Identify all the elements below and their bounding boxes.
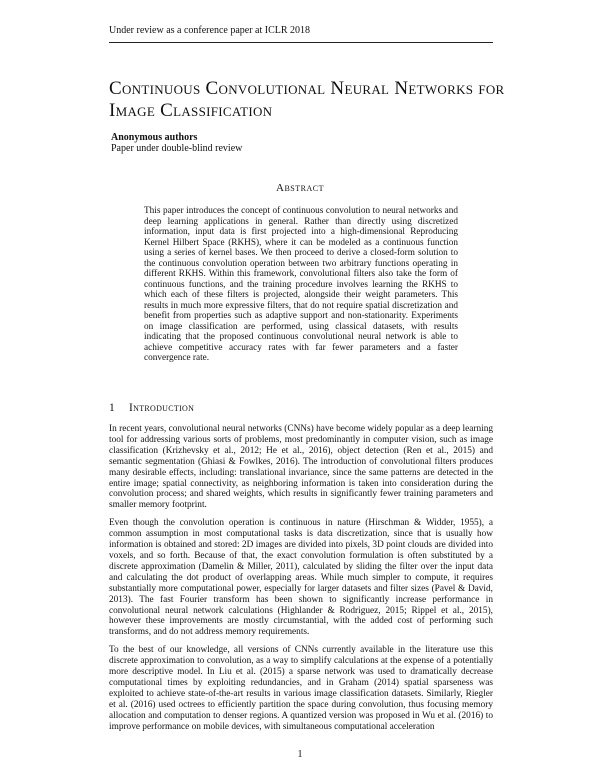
abstract-heading: Abstract bbox=[276, 182, 324, 194]
paper-title: Continuous Convolutional Neural Networks for Image Classification bbox=[109, 78, 505, 121]
section-heading-introduction bbox=[109, 402, 493, 414]
running-header: Under review as a conference paper at ICLR 2018 bbox=[109, 24, 493, 43]
section-number: 1 bbox=[109, 402, 115, 414]
author-affiliation: Paper under double-blind review bbox=[111, 143, 243, 154]
author-names: Anonymous authors bbox=[111, 132, 198, 143]
body-paragraph: To the best of our knowledge, all versions of CNNs currently available in the literature use this discrete approximation to convolution, as a way to simplify calculations at the expense of a potentially more descriptive model. In Liu et al. (2015) a sparse network was used to dramatically decrease computational times by exploiting redundancies, and in Graham (2014) spatial sparseness was exploited to achieve state-of-the-art results in various image classification datasets. Similarly, Riegler et al. (2016) used octrees to efficiently partition the space during convolution, thus focusing memory allocation and computation to denser regions. A quantized version was proposed in Wu et al. (2016) to improve performance on mobile devices, with simultaneous computational acceleration bbox=[109, 645, 493, 732]
author-block bbox=[111, 132, 491, 154]
section-title: Introduction bbox=[129, 402, 195, 414]
body-paragraph: Even though the convolution operation is continuous in nature (Hirschman & Widder, 1955), a common assumption in most computational tasks is data discretization, since that is usually how information is obtained and stored: 2D images are divided into pixels, 3D point clouds are divided into voxels, and so forth. Because of that, the exact convolution formulation is often substituted by a discrete approximation (Damelin & Miller, 2011), calculated by sliding the filter over the input data and calculating the dot product of overlapping areas. While much simpler to compute, it requires substantially more computational power, especially for larger datasets and filter sizes (Pavel & David, 2013). The fast Fourier transform has been shown to significantly increase performance in convolutional neural network calculations (Highlander & Rodriguez, 2015; Rippel et al., 2015), however these improvements are mostly circumstantial, with the added cost of performing such transforms, and do not address memory requirements. bbox=[109, 518, 493, 638]
section-body bbox=[109, 424, 493, 739]
abstract-text: This paper introduces the concept of continuous convolution to neural networks and deep learning applications in general. Rather than directly using discretized information, input data is first projected into a high-dimensional Reproducing Kernel Hilbert Space (RKHS), where it can be modeled as a continuous function using a series of kernel bases. We then proceed to derive a closed-form solution to the continuous convolution operation between two arbitrary functions operating in different RKHS. Within this framework, convolutional filters also take the form of continuous functions, and the training procedure involves learning the RKHS to which each of these filters is projected, alongside their weight parameters. This results in much more expressive filters, that do not require spatial discretization and benefit from properties such as adaptive support and non-stationarity. Experiments on image classification are performed, using classical datasets, with results indicating that the proposed continuous convolutional neural network is able to achieve competitive accuracy rates with far fewer parameters and a faster convergence rate. bbox=[144, 206, 458, 363]
page-number: 1 bbox=[297, 749, 303, 760]
body-paragraph: In recent years, convolutional neural networks (CNNs) have become widely popular as a deep learning tool for addressing various sorts of problems, most predominantly in computer vision, such as image classification (Krizhevsky et al., 2012; He et al., 2016), object detection (Ren et al., 2015) and semantic segmentation (Ghiasi & Fowlkes, 2016). The introduction of convolutional filters produces many desirable effects, including: translational invariance, since the same patterns are detected in the entire image; spatial connectivity, as neighboring information is taken into consideration during the convolution process; and shared weights, which results in significantly fewer training parameters and smaller memory footprint. bbox=[109, 424, 493, 511]
